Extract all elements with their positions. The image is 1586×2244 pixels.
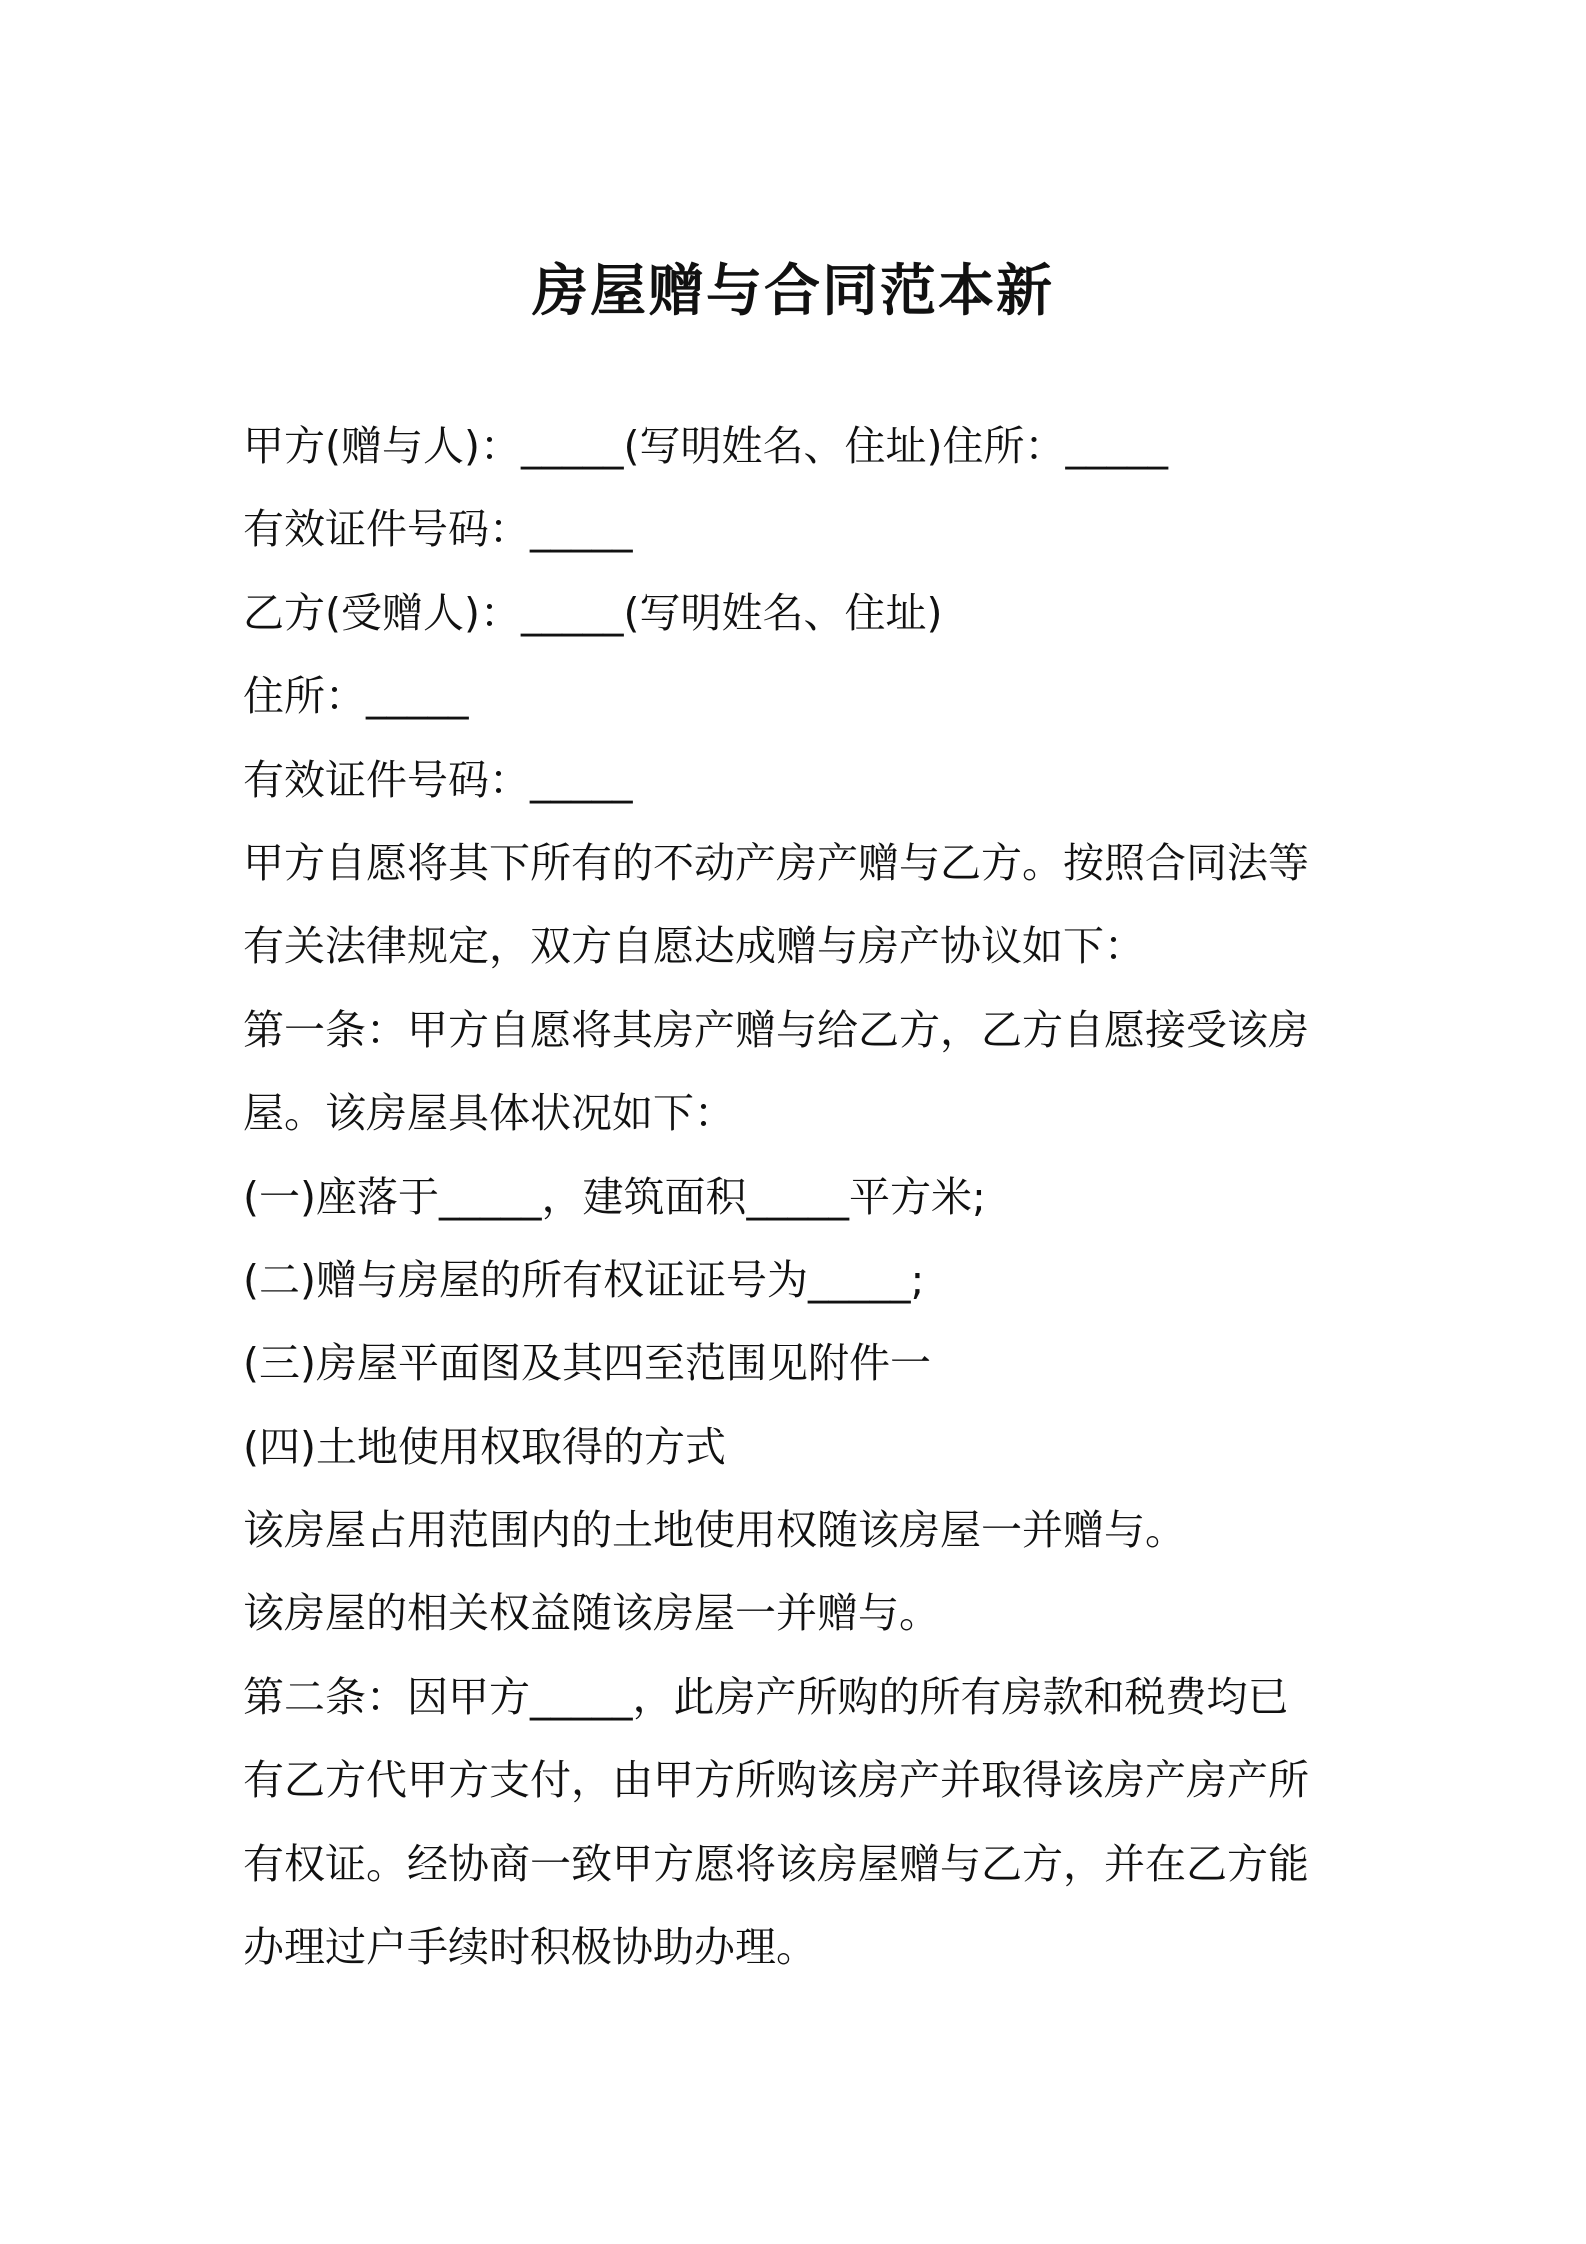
text-line: (一)座落于_____，建筑面积_____平方米;	[243, 1172, 986, 1221]
text-line: 乙方(受赠人)：_____(写明姓名、住址)	[243, 588, 943, 637]
text-line: 第一条：甲方自愿将其房产赠与给乙方，乙方自愿接受该房	[243, 1005, 1309, 1054]
text-line: 屋。该房屋具体状况如下：	[243, 1089, 735, 1138]
document-title: 房屋赠与合同范本新	[532, 259, 1054, 324]
text-line: 甲方自愿将其下所有的不动产房产赠与乙方。按照合同法等	[243, 838, 1309, 887]
text-line: (三)房屋平面图及其四至范围见附件一	[243, 1339, 931, 1388]
text-line: 甲方(赠与人)：_____(写明姓名、住址)住所：_____	[243, 422, 1168, 470]
text-line: 有效证件号码：_____	[243, 755, 633, 804]
document-body	[243, 405, 1353, 1989]
text-line: (四)土地使用权取得的方式	[243, 1422, 726, 1471]
text-line: 住所：_____	[243, 672, 469, 721]
text-line: 有效证件号码：_____	[243, 505, 633, 554]
text-line: (二)赠与房屋的所有权证证号为_____;	[243, 1255, 925, 1304]
text-line: 该房屋的相关权益随该房屋一并赠与。	[243, 1589, 940, 1638]
text-line: 第二条：因甲方_____，此房产所购的所有房款和税费均已	[243, 1672, 1289, 1721]
text-line: 有乙方代甲方支付，由甲方所购该房产并取得该房产房产所	[243, 1756, 1309, 1805]
text-line: 办理过户手续时积极协助办理。	[243, 1923, 817, 1972]
text-line: 有关法律规定，双方自愿达成赠与房产协议如下：	[243, 922, 1145, 971]
text-line: 有权证。经协商一致甲方愿将该房屋赠与乙方，并在乙方能	[243, 1839, 1309, 1888]
text-line: 该房屋占用范围内的土地使用权随该房屋一并赠与。	[243, 1506, 1186, 1555]
